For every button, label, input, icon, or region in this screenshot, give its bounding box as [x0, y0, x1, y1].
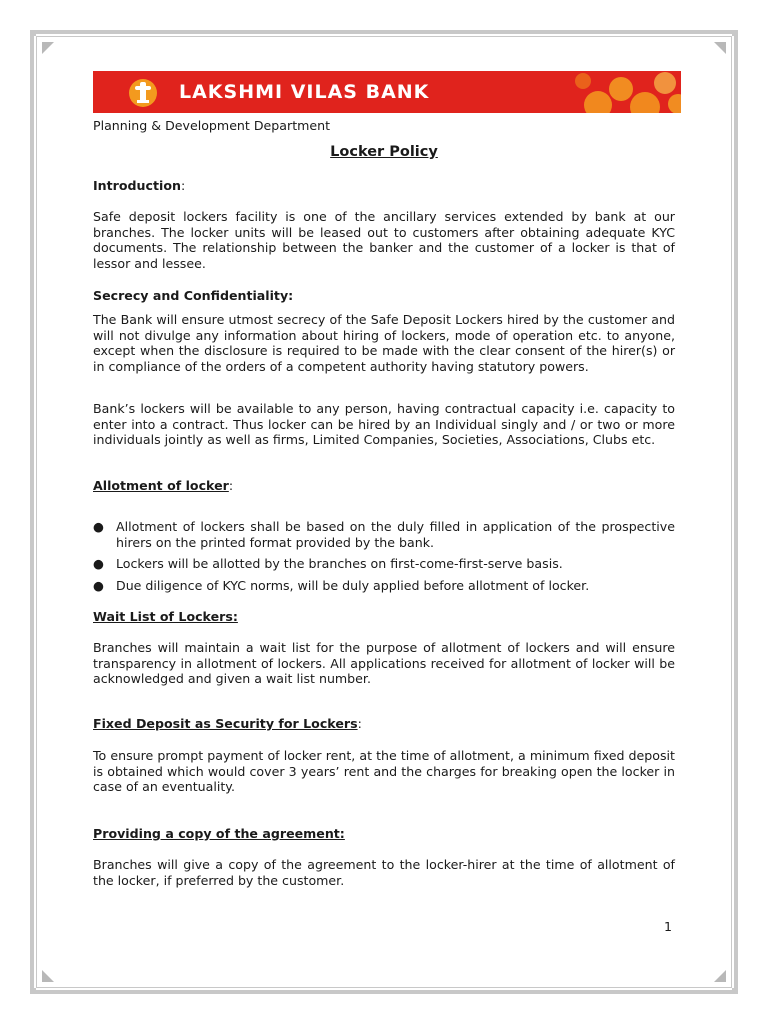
department-name: Planning & Development Department [93, 118, 331, 133]
corner-square-bottom-left [30, 988, 36, 994]
agreement-copy-paragraph: Branches will give a copy of the agreement to the locker-hirer at the time of allotment of the locker, if preferred by the customer. [93, 857, 675, 888]
list-item [93, 556, 675, 572]
corner-triangle-top-left [42, 42, 54, 54]
corner-triangle-top-right [714, 42, 726, 54]
allotment-heading-line [93, 478, 675, 494]
corner-square-top-left [30, 30, 36, 36]
list-item [93, 578, 675, 594]
agreement-copy-heading: Providing a copy of the agreement: [93, 826, 345, 841]
wait-list-paragraph: Branches will maintain a wait list for the purpose of allotment of lockers and will ensure transparency in allotment of lockers. All applications received for allotment of locker will be acknowledged and given a wait list number. [93, 640, 675, 687]
fixed-deposit-heading: Fixed Deposit as Security for Lockers [93, 716, 358, 731]
page-number: 1 [664, 919, 673, 934]
fixed-deposit-heading-line [93, 716, 675, 732]
bank-name: LAKSHMI VILAS BANK [179, 81, 430, 103]
allotment-heading-colon: : [228, 478, 234, 493]
corner-square-bottom-right [732, 988, 738, 994]
allotment-heading: Allotment of locker [93, 478, 229, 493]
bank-logo-icon [123, 73, 163, 113]
fixed-deposit-paragraph: To ensure prompt payment of locker rent, at the time of allotment, a minimum fixed deposit is obtained which would cover 3 years’ rent and the charges for breaking open the locker in case of an eventuality. [93, 748, 675, 795]
introduction-heading: Introduction [93, 178, 181, 193]
list-item-text: Allotment of lockers shall be based on the duly filled in application of the prospective hirers on the printed format provided by the bank. [116, 519, 675, 550]
secrecy-paragraph-2: Bank’s lockers will be available to any person, having contractual capacity i.e. capacity to enter into a contract. Thus locker can be hired by an Individual singly and / or two or more individuals jointly as well as firms, Limited Companies, Societies, Associations, Clubs etc. [93, 401, 675, 448]
secrecy-paragraph-1: The Bank will ensure utmost secrecy of the Safe Deposit Lockers hired by the customer and will not divulge any information about hiring of lockers, mode of operation etc. to anyone, except when the disclosure is required to be made with the clear consent of the hirer(s) or in compliance of the orders of a competent authority having statutory powers. [93, 312, 675, 374]
wait-list-heading: Wait List of Lockers: [93, 609, 238, 624]
secrecy-heading: Secrecy and Confidentiality: [93, 288, 294, 303]
introduction-heading-colon: : [180, 178, 186, 193]
bullet-icon: ● [93, 519, 104, 534]
list-item-text: Due diligence of KYC norms, will be duly applied before allotment of locker. [116, 577, 590, 593]
introduction-paragraph: Safe deposit lockers facility is one of the ancillary services extended by bank at our branches. The locker units will be leased out to customers after obtaining adequate KYC documents. The relationship between the banker and the customer of a locker is that of lessor and lessee. [93, 209, 675, 271]
list-item-text: Lockers will be allotted by the branches on first-come-first-serve basis. [116, 556, 563, 572]
bank-banner [93, 71, 681, 113]
bullet-icon: ● [93, 556, 104, 572]
document-title: Locker Policy [330, 144, 438, 160]
introduction-heading-line [93, 178, 675, 194]
list-item [93, 519, 675, 550]
corner-triangle-bottom-right [714, 970, 726, 982]
corner-triangle-bottom-left [42, 970, 54, 982]
fixed-deposit-heading-colon: : [357, 716, 362, 731]
bullet-icon: ● [93, 577, 104, 593]
corner-square-top-right [732, 30, 738, 36]
allotment-bullet-list [93, 519, 675, 599]
